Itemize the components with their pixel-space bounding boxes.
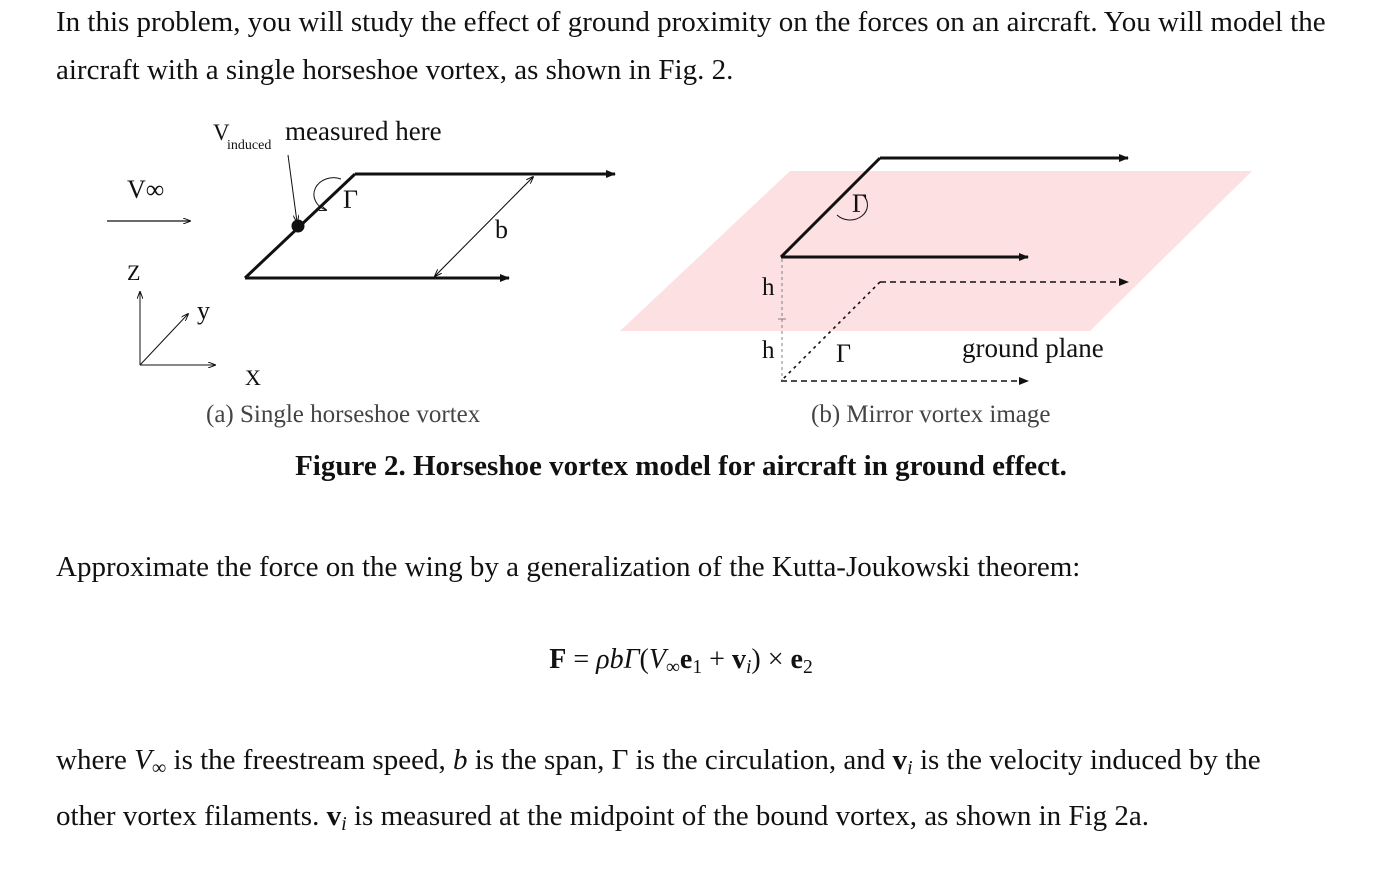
circulation-label-a: Γ — [343, 185, 359, 214]
v-induced-symbol: V — [213, 120, 230, 145]
panel-a-caption: (a) Single horseshoe vortex — [206, 401, 481, 428]
span-label: b — [495, 215, 508, 244]
eq-unit-vector-e2: e — [790, 644, 803, 675]
circulation-label-top: Γ — [852, 189, 868, 218]
where-vi-symbol-2: v — [326, 800, 342, 833]
where-v-symbol: V — [134, 744, 152, 776]
where-i-subscript: i — [907, 757, 913, 780]
v-induced-subscript: induced — [227, 138, 272, 153]
bound-vortex-midpoint — [292, 220, 305, 233]
eq-i-subscript: i — [745, 656, 752, 678]
eq-plus: + — [702, 644, 732, 675]
where-inf-subscript: ∞ — [151, 757, 167, 780]
panel-b — [620, 158, 1252, 428]
where-text-3: is the span, Γ is the circulation, and — [467, 744, 893, 776]
where-text-4: is the velocity induced by the other vortex filaments. — [56, 744, 1261, 833]
x-axis-label: X — [245, 365, 261, 390]
freestream-label: V∞ — [127, 175, 165, 204]
where-text-5: is measured at the midpoint of the bound vortex, as shown in Fig 2a. — [346, 800, 1149, 833]
where-text-1: where — [56, 744, 135, 776]
height-label-top: h — [762, 274, 775, 301]
where-i-subscript-2: i — [341, 813, 347, 836]
circulation-label-mirror: Γ — [836, 339, 852, 368]
where-vi-symbol: v — [892, 744, 908, 776]
measured-here-label: measured here — [285, 116, 442, 146]
ground-plane — [620, 171, 1252, 331]
panel-b-caption: (b) Mirror vortex image — [811, 401, 1051, 428]
eq-inf-subscript: ∞ — [665, 656, 680, 678]
approximation-paragraph: Approximate the force on the wing by a generalization of the Kutta-Joukowski theorem: — [56, 551, 1081, 583]
circulation-arc-icon — [314, 178, 341, 210]
eq-induced-velocity: v — [731, 644, 746, 675]
height-label-bottom: h — [762, 337, 775, 364]
span-dimension-line-back — [435, 177, 533, 276]
eq-close-cross: ) × — [751, 644, 791, 675]
z-axis-label: Z — [127, 260, 141, 285]
figure-caption: Figure 2. Horseshoe vortex model for aircraft in ground effect. — [295, 450, 1067, 482]
definitions-paragraph — [56, 736, 1326, 848]
panel-a — [107, 116, 615, 428]
y-axis-label: y — [197, 296, 210, 325]
horseshoe-vortex-figure — [55, 100, 1305, 440]
eq-rho-b-gamma: ρbΓ — [596, 644, 640, 675]
ground-plane-label: ground plane — [962, 333, 1104, 363]
eq-e-subscript-2: 2 — [802, 656, 813, 678]
where-text-2: is the freestream speed, — [166, 744, 453, 776]
eq-equals: = — [566, 644, 597, 675]
induced-pointer-line — [288, 155, 297, 222]
intro-paragraph: In this problem, you will study the effect of ground proximity on the forces on an aircraft. You will model the aircraft with a single horseshoe vortex, as shown in Fig. 2. — [56, 6, 1326, 86]
eq-unit-vector-e: e — [679, 644, 693, 675]
eq-e-subscript-1: 1 — [692, 656, 703, 678]
eq-v-freestream: V — [648, 644, 666, 675]
kutta-joukowski-equation — [0, 644, 1362, 679]
y-axis-arrow — [140, 314, 188, 365]
where-b-symbol: b — [452, 744, 468, 776]
eq-open-paren: ( — [639, 644, 649, 675]
eq-force-symbol: F — [549, 644, 567, 675]
